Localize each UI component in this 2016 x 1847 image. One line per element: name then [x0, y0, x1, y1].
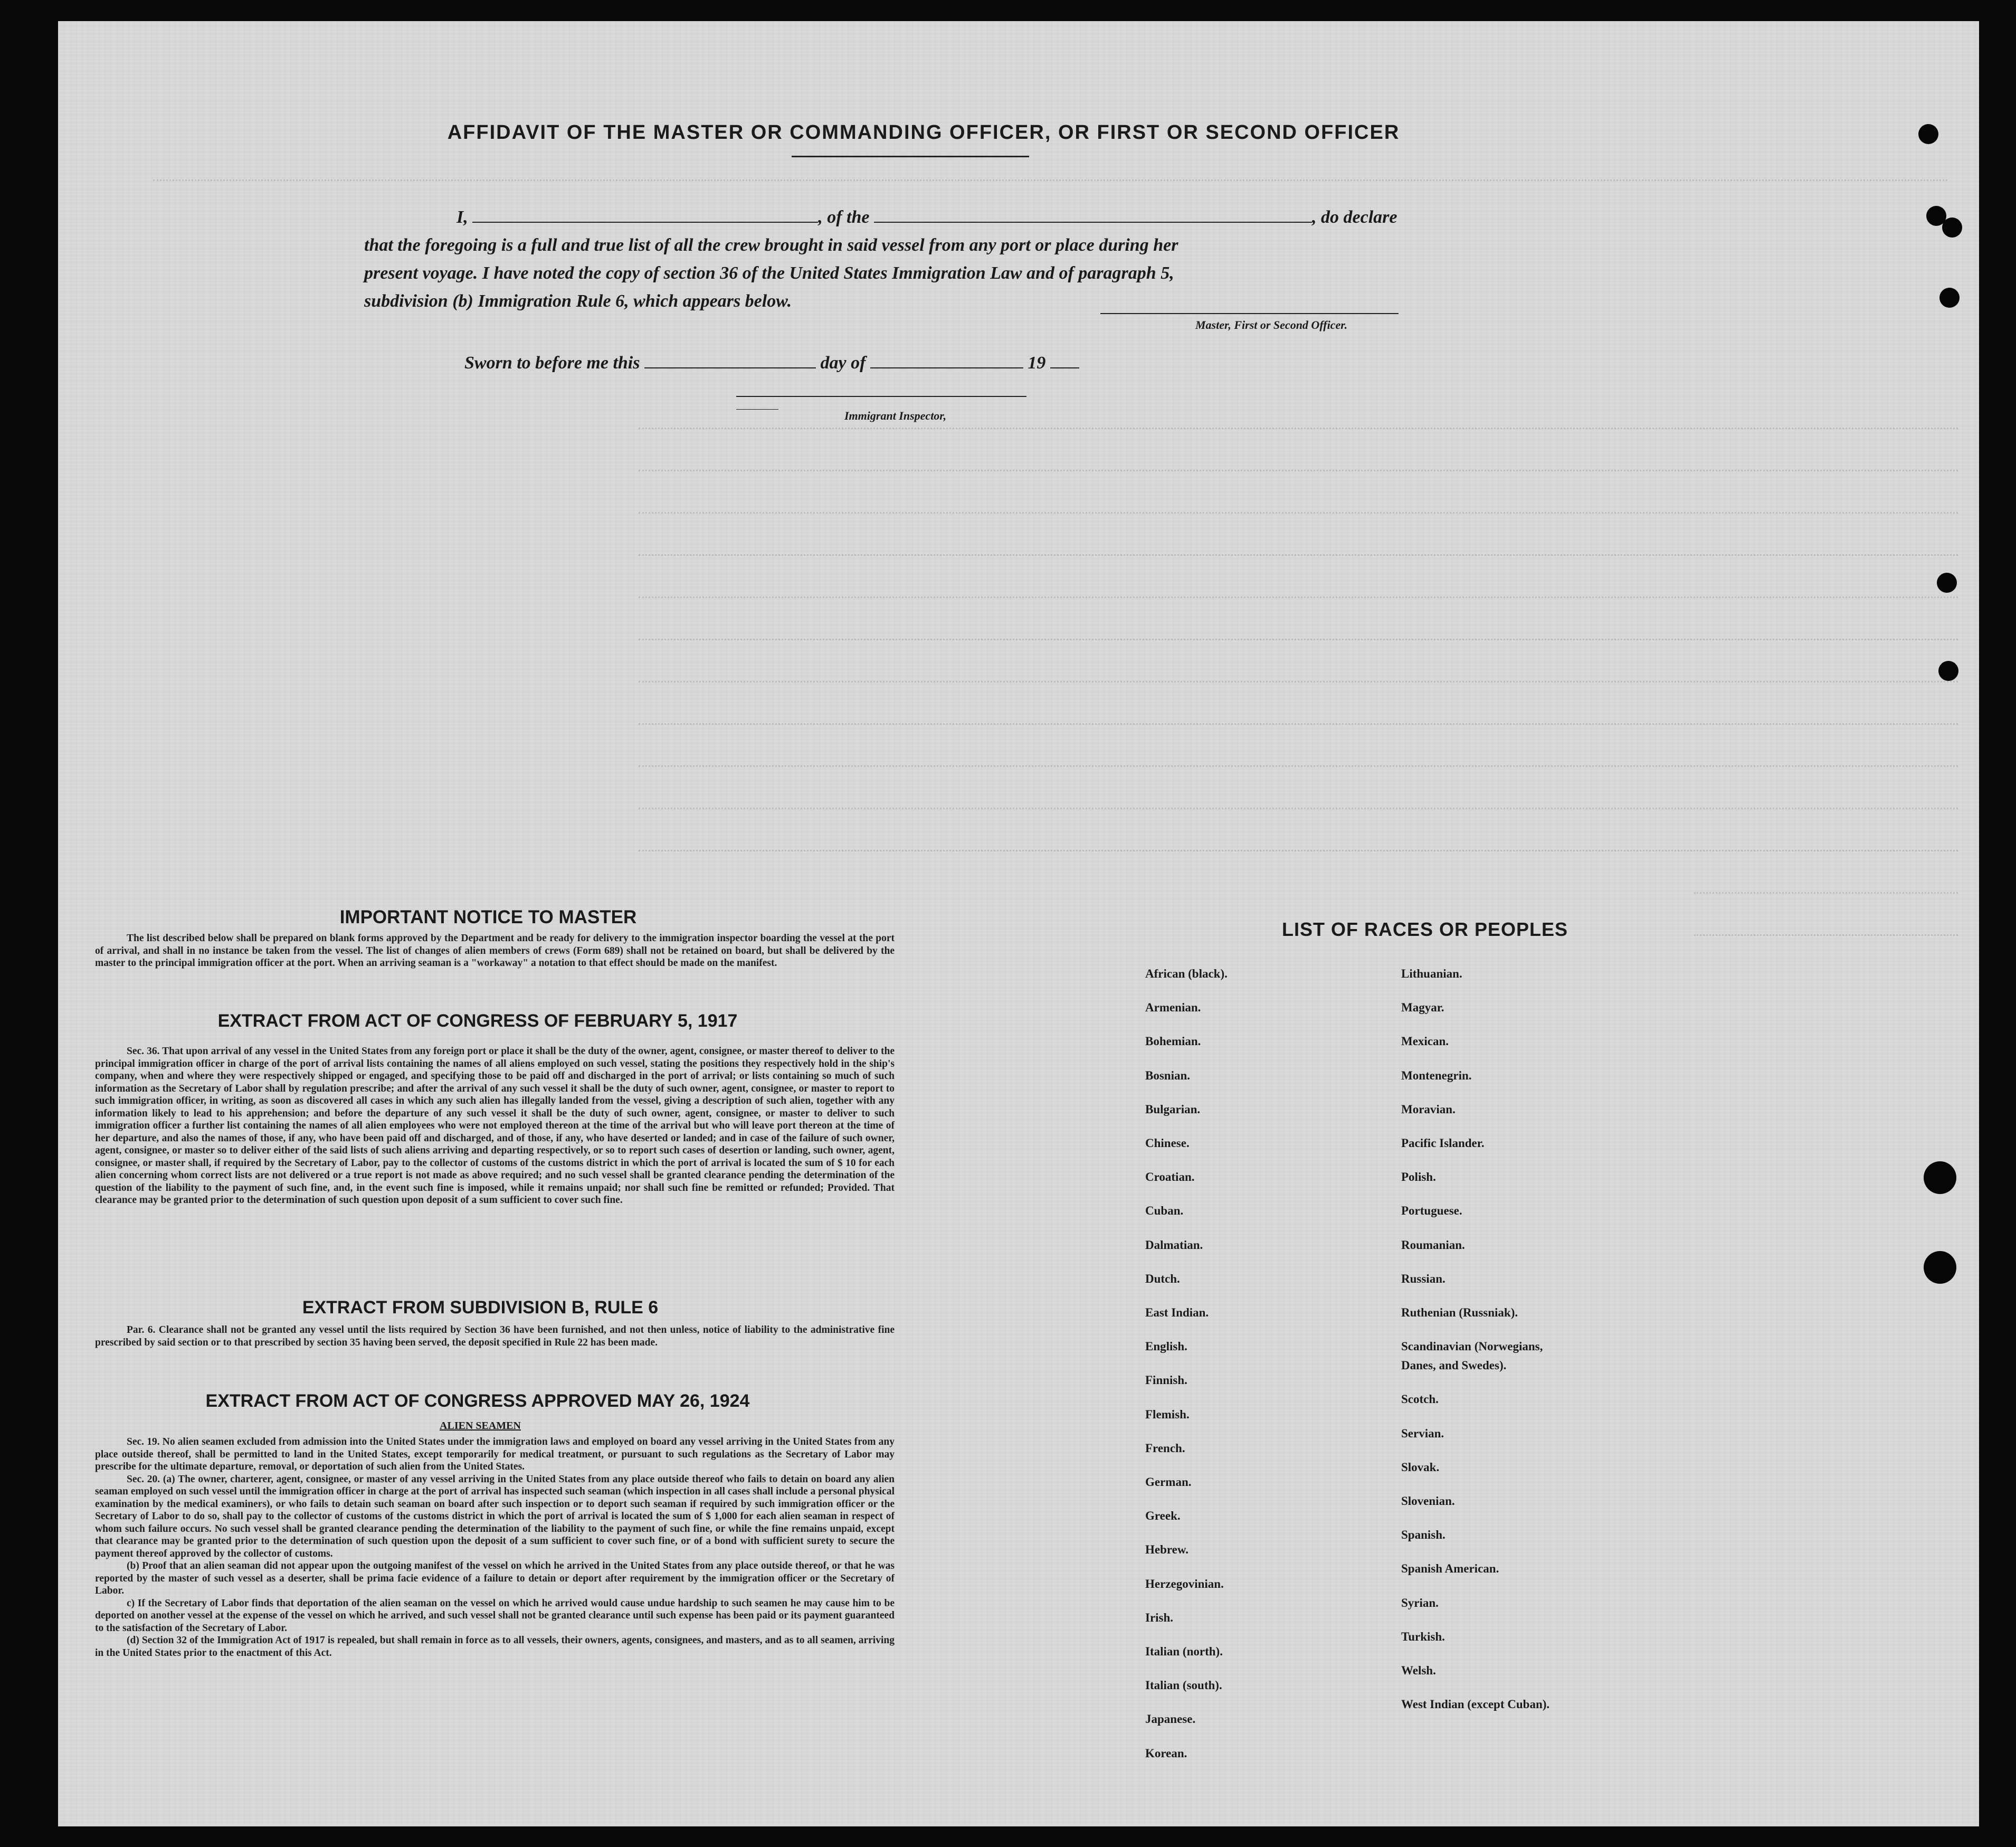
race-entry: Japanese. [1145, 1712, 1196, 1726]
race-entry: Scandinavian (Norwegians, [1401, 1340, 1543, 1353]
notice-title: IMPORTANT NOTICE TO MASTER [339, 907, 637, 927]
punch-hole [1939, 288, 1960, 308]
race-entry: Mexican. [1401, 1035, 1449, 1048]
declaration-declare: , do declare [1312, 207, 1397, 227]
race-entry: Montenegrin. [1401, 1069, 1472, 1082]
affidavit-title: AFFIDAVIT OF THE MASTER OR COMMANDING OFFICER, OR FIRST OR SECOND OFFICER [447, 121, 1400, 144]
section-20d-text: (d) Section 32 of the Immigration Act of 1917 is repealed, but shall remain in force as to all vessels, their owners, agents, consignees, and masters, and as to all seamen, arriving in the United States prior to the enactment of this Act. [95, 1635, 895, 1659]
race-entry: Spanish. [1401, 1528, 1446, 1541]
inspector-signature-line[interactable] [736, 396, 1026, 397]
punch-hole [1918, 124, 1938, 144]
notice-text: The list described below shall be prepared on blank forms approved by the Department and be ready for delivery to the immigration inspector boarding the vessel at the port of arrival, and shall in no instance be taken from the vessel. The list of changes of alien members of crews (Form 689) shall not be retained on board, but shall be delivered by the master to the principal immigration officer at the port. When an arriving seaman is a "workaway" a notation to that effect should be made on the manifest. [95, 933, 895, 969]
race-entry: Bosnian. [1145, 1069, 1191, 1082]
race-entry: Welsh. [1401, 1664, 1436, 1677]
master-caption: Master, First or Second Officer. [1195, 318, 1348, 331]
race-entry: Spanish American. [1401, 1562, 1499, 1575]
alien-seamen-subtitle: ALIEN SEAMEN [440, 1420, 521, 1432]
race-entry: German. [1145, 1475, 1192, 1489]
sworn-month-blank[interactable] [870, 353, 1023, 368]
section-20a-text: Sec. 20. (a) The owner, charterer, agent, consignee, or master of any vessel arriving in the United States from any place outside thereof who fails to detain on board any alien seaman employed on such vessel until the immigration officer in charge at the port of arrival has inspected such seaman (which inspection in all cases shall include a personal physical examination by the medical examiners), or who fails to detain such seaman on board after such inspection or to deport such seaman if required by such immigration officer or the Secretary of Labor to do so, shall pay to the collector of customs of the customs district in which the port of arrival is located the sum of $ 1,000 for each alien seaman in respect of whom such failure occurs. No such vessel shall be granted clearance pending the determination of the liability to the payment of such fine, or while the fine remains unpaid, except that clearance may be granted prior to the determination of such question upon the deposit of a sum sufficient to cover such fine, or of a bond with sufficient surety to secure the payment thereof approved by the collector of customs. [95, 1473, 895, 1559]
punch-hole [1924, 1251, 1956, 1284]
race-entry: Finnish. [1145, 1374, 1187, 1387]
race-entry: Italian (north). [1145, 1645, 1223, 1658]
sworn-line [464, 353, 1256, 373]
races-title: LIST OF RACES OR PEOPLES [1281, 918, 1568, 940]
section-19-text: Sec. 19. No alien seamen excluded from admission into the United States under the immigration laws and employed on board any vessel arriving in the United States from any place outside thereof, shall be permitted to land in the United States, except temporarily for medical treatment, or pursuant to such regulations as the Secretary of Labor may prescribe for the ultimate departure, removal, or deportation of such alien from the United States. [95, 1436, 895, 1472]
rule-6-body [95, 1324, 895, 1349]
sworn-year-blank[interactable] [1050, 353, 1079, 368]
race-entry: Bulgarian. [1145, 1103, 1201, 1116]
race-entry: Scotch. [1401, 1393, 1439, 1406]
race-entry: Slovak. [1401, 1461, 1440, 1474]
rule-6-text: Par. 6. Clearance shall not be granted any vessel until the lists required by Section 36 have been furnished, and not then unless, notice of liability to the administrative fine prescribed by said section or to that prescribed by section 35 having been served, the deposit specified in Rule 22 has been made. [95, 1324, 895, 1348]
declaration-of: , of the [818, 207, 870, 227]
race-entry: Flemish. [1145, 1408, 1190, 1421]
race-entry: English. [1145, 1340, 1187, 1353]
declaration-line-2: that the foregoing is a full and true list of all the crew brought in said vessel from any port or place during her [364, 235, 1178, 255]
race-entry: Chinese. [1145, 1136, 1190, 1150]
vessel-name-blank[interactable] [874, 206, 1312, 223]
race-entry: West Indian (except Cuban). [1401, 1698, 1550, 1711]
race-entry: Danes, and Swedes). [1401, 1359, 1507, 1372]
punch-hole [1924, 1161, 1956, 1194]
punch-hole [1942, 217, 1962, 238]
inspector-caption: Immigrant Inspector, [844, 409, 947, 422]
declaration-i: I, [457, 207, 468, 227]
master-signature-line[interactable] [1100, 313, 1399, 314]
race-entry: Moravian. [1401, 1103, 1456, 1116]
race-entry: Dutch. [1145, 1272, 1180, 1285]
sworn-day: day of [820, 353, 866, 373]
punch-hole [1938, 661, 1958, 681]
declaration-line-3: present voyage. I have noted the copy of section 36 of the United States Immigration Law and of paragraph 5, [364, 263, 1174, 283]
sworn-year: 19 [1028, 353, 1046, 373]
declaration-line-4: subdivision (b) Immigration Rule 6, which appears below. [364, 291, 792, 311]
race-entry: Greek. [1145, 1509, 1181, 1522]
race-entry: Bohemian. [1145, 1035, 1201, 1048]
race-entry: Syrian. [1401, 1596, 1439, 1609]
race-entry: Polish. [1401, 1170, 1436, 1183]
race-entry: Servian. [1401, 1427, 1444, 1440]
declaration [364, 203, 1462, 315]
race-entry: Roumanian. [1401, 1238, 1465, 1252]
race-entry: Portuguese. [1401, 1204, 1462, 1217]
punch-hole [1937, 573, 1957, 593]
race-entry: East Indian. [1145, 1306, 1209, 1319]
section-36-text: Sec. 36. That upon arrival of any vessel in the United States from any foreign port or place it shall be the duty of the owner, agent, consignee, or master thereof to deliver to the principal immigration officer in charge of the port of arrival lists containing the names of all aliens employed on such vessel, stating the positions they respectively hold in the ship's company, when and where they were respectively shipped or engaged, and specifying those to be paid off and discharged in the port of arrival; or lists containing so much of such information as the Secretary of Labor shall by regulation prescribe; and after the arrival of any such vessel it shall be the duty of such owner, agent, consignee, or master to report to such immigration officer, in writing, as soon as discovered all cases in which any such alien has illegally landed from the vessel, giving a description of such alien, together with any information likely to lead to his apprehension; and before the departure of any such vessel it shall be the duty of such owner, agent, consignee, or master to deliver to such immigration officer a further list containing the names of all alien employees who were not employed thereon at the time of the arrival but who will leave port thereon at the time of her departure, and also the names of those, if any, who have been paid off and discharged, and of those, if any, who have deserted or landed; and in case of the failure of such owner, agent, consignee, or master so to deliver either of the said lists of such aliens arriving and departing respectively, or so to report such cases of desertion or landing, such owner, agent, consignee, or master shall, if required by the Secretary of Labor, pay to the collector of customs of the customs district in which the port of arrival is located the sum of $ 10 for each alien concerning whom correct lists are not delivered or a true report is not made as above required; and no such vessel shall be granted clearance pending the determination of the question of the liability to the payment of such fine, and, in the event such fine is imposed, while it remains unpaid; nor shall such fine be remitted or refunded; Provided. That clearance may be granted prior to the determination of such question upon deposit of a sum sufficient to cover such fine. [95, 1046, 895, 1206]
section-20b-text: (b) Proof that an alien seaman did not appear upon the outgoing manifest of the vessel on which he arrived in the United States from any place outside thereof, or that he was reported by the master of such vessel as a deserter, shall be prima facie evidence of a failure to detain or deport after requirement by the immigration officer or the Secretary of Labor. [95, 1560, 895, 1596]
race-entry: Italian (south). [1145, 1679, 1222, 1692]
notice-body [95, 932, 895, 970]
inspector-signature-line-2 [736, 409, 778, 410]
extract-1917-title: EXTRACT FROM ACT OF CONGRESS OF FEBRUARY 5, 1917 [217, 1011, 738, 1031]
race-entry: Pacific Islander. [1401, 1136, 1485, 1150]
extract-1924-title: EXTRACT FROM ACT OF CONGRESS APPROVED MAY 26, 1924 [205, 1391, 750, 1411]
race-entry: Herzegovinian. [1145, 1577, 1224, 1590]
race-entry: Dalmatian. [1145, 1238, 1203, 1252]
title-rule [792, 156, 1029, 157]
race-entry: Lithuanian. [1401, 967, 1462, 980]
manifest-sheet [58, 21, 1979, 1826]
race-entry: Russian. [1401, 1272, 1446, 1285]
master-name-blank[interactable] [472, 206, 818, 223]
race-entry: Slovenian. [1401, 1494, 1455, 1508]
race-entry: Armenian. [1145, 1001, 1201, 1014]
rule-6-title: EXTRACT FROM SUBDIVISION B, RULE 6 [302, 1297, 659, 1318]
section-20c-text: c) If the Secretary of Labor finds that deportation of the alien seaman on the vessel on which he arrived would cause undue hardship to such seamen he may cause him to be deported on another vessel at the expense of the vessel on which he arrived, and such vessel shall not be granted clearance until such expense has been paid or its payment guaranteed to the satisfaction of the Secretary of Labor. [95, 1597, 895, 1634]
race-entry: African (black). [1145, 967, 1228, 980]
sworn-date-blank[interactable] [644, 353, 816, 368]
race-entry: Ruthenian (Russniak). [1401, 1306, 1518, 1319]
race-entry: Korean. [1145, 1747, 1187, 1760]
race-entry: Cuban. [1145, 1204, 1184, 1217]
race-entry: Turkish. [1401, 1630, 1445, 1643]
declaration-line-1 [364, 203, 1462, 231]
race-entry: Magyar. [1401, 1001, 1444, 1014]
sworn-prefix: Sworn to before me this [464, 353, 640, 373]
extract-1917-body [95, 1045, 895, 1207]
race-entry: Irish. [1145, 1611, 1174, 1624]
race-entry: French. [1145, 1442, 1185, 1455]
race-entry: Hebrew. [1145, 1543, 1188, 1556]
extract-1924-body [95, 1436, 895, 1659]
race-entry: Croatian. [1145, 1170, 1195, 1183]
